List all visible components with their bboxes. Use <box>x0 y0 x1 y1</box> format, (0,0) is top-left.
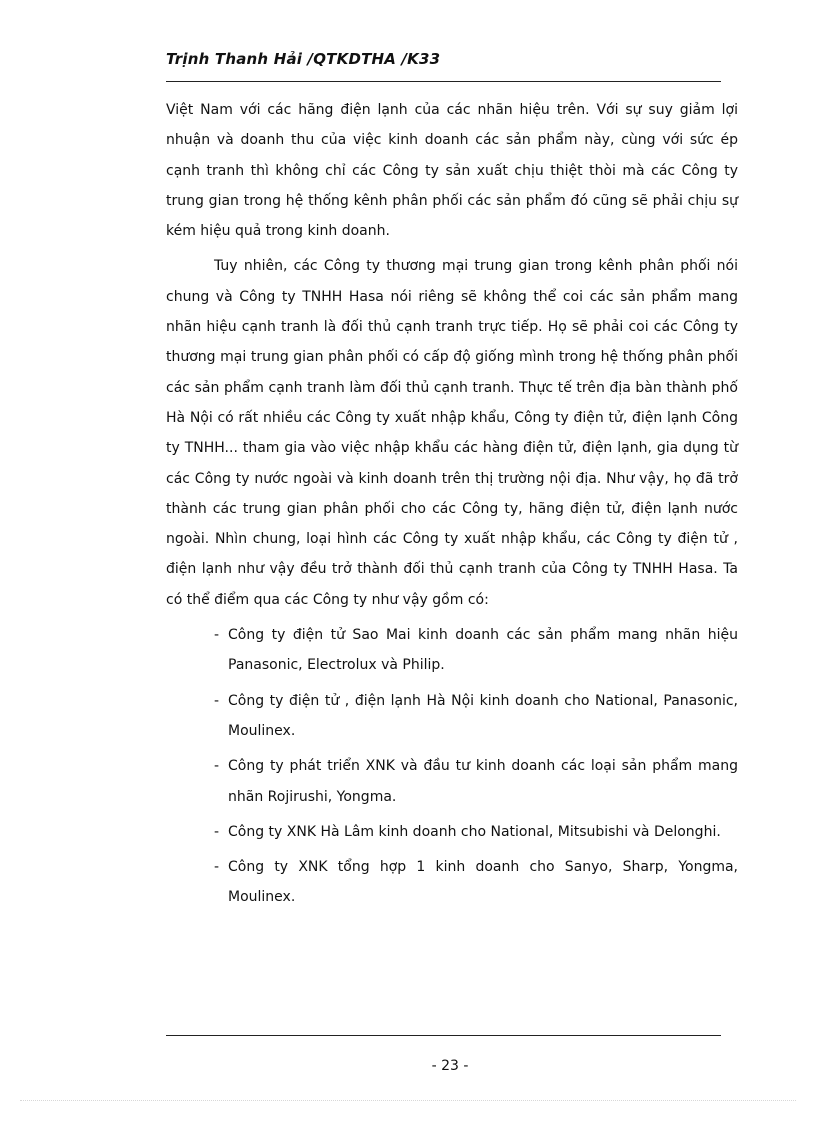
list-dash: - <box>214 627 220 644</box>
list-item-text: Công ty điện tử , điện lạnh Hà Nội kinh doanh cho National, Panasonic, Moulinex. <box>228 692 738 739</box>
list-item-text: Công ty XNK Hà Lâm kinh doanh cho National, Mitsubishi và Delonghi. <box>228 823 721 840</box>
list-dash: - <box>214 758 220 775</box>
body-text <box>166 95 738 918</box>
footer-divider <box>166 1035 721 1036</box>
list-item <box>214 852 738 913</box>
list-dash: - <box>214 823 220 840</box>
page-header-author: Trịnh Thanh Hải /QTKDTHA /K33 <box>166 50 441 68</box>
list-item-text: Công ty điện tử Sao Mai kinh doanh các sản phẩm mang nhãn hiệu Panasonic, Electrolux và Philip. <box>228 627 738 674</box>
list-item <box>214 751 738 812</box>
list-item-text: Công ty XNK tổng hợp 1 kinh doanh cho Sanyo, Sharp, Yongma, Moulinex. <box>228 859 738 906</box>
list-item-text: Công ty phát triển XNK và đầu tư kinh doanh các loại sản phẩm mang nhãn Rojirushi, Yongma. <box>228 758 738 805</box>
list-dash: - <box>214 859 220 876</box>
list-item <box>214 686 738 747</box>
company-list <box>166 620 738 913</box>
header-divider <box>166 81 721 82</box>
list-dash: - <box>214 692 220 709</box>
list-item <box>214 817 738 847</box>
page-number: - 23 - <box>431 1058 469 1074</box>
list-item <box>214 620 738 681</box>
paragraph-competitors: Tuy nhiên, các Công ty thương mại trung gian trong kênh phân phối nói chung và Công ty TNHH Hasa nói riêng sẽ không thể coi các sản phẩm mang nhãn hiệu cạnh tranh là đối thủ cạnh tranh trực tiếp. Họ sẽ phải coi các Công ty thương mại trung gian phân phối có cấp độ giống mình trong hệ thống phân phối các sản phẩm cạnh tranh làm đối thủ cạnh tranh. Thực tế trên địa bàn thành phố Hà Nội có rất nhiều các Công ty xuất nhập khẩu, Công ty điện tử, điện lạnh Công ty TNHH... tham gia vào việc nhập khẩu các hàng điện tử, điện lạnh, gia dụng từ các Công ty nước ngoài và kinh doanh trên thị trường nội địa. Như vậy, họ đã trở thành các trung gian phân phối cho các Công ty, hãng điện tử, điện lạnh nước ngoài. Nhìn chung, loại hình các Công ty xuất nhập khẩu, các Công ty điện tử , điện lạnh như vậy đều trở thành đối thủ cạnh tranh của Công ty TNHH Hasa. Ta có thể điểm qua các Công ty như vậy gồm có: <box>166 258 738 608</box>
paragraph-continuation: Việt Nam với các hãng điện lạnh của các nhãn hiệu trên. Với sự suy giảm lợi nhuận và doanh thu của việc kinh doanh các sản phẩm này, cùng với sức ép cạnh tranh thì không chỉ các Công ty sản xuất chịu thiệt thòi mà các Công ty trung gian trong hệ thống kênh phân phối các sản phẩm đó cũng sẽ phải chịu sự kém hiệu quả trong kinh doanh. <box>166 102 738 240</box>
page-edge-dotted-line <box>20 1100 796 1101</box>
